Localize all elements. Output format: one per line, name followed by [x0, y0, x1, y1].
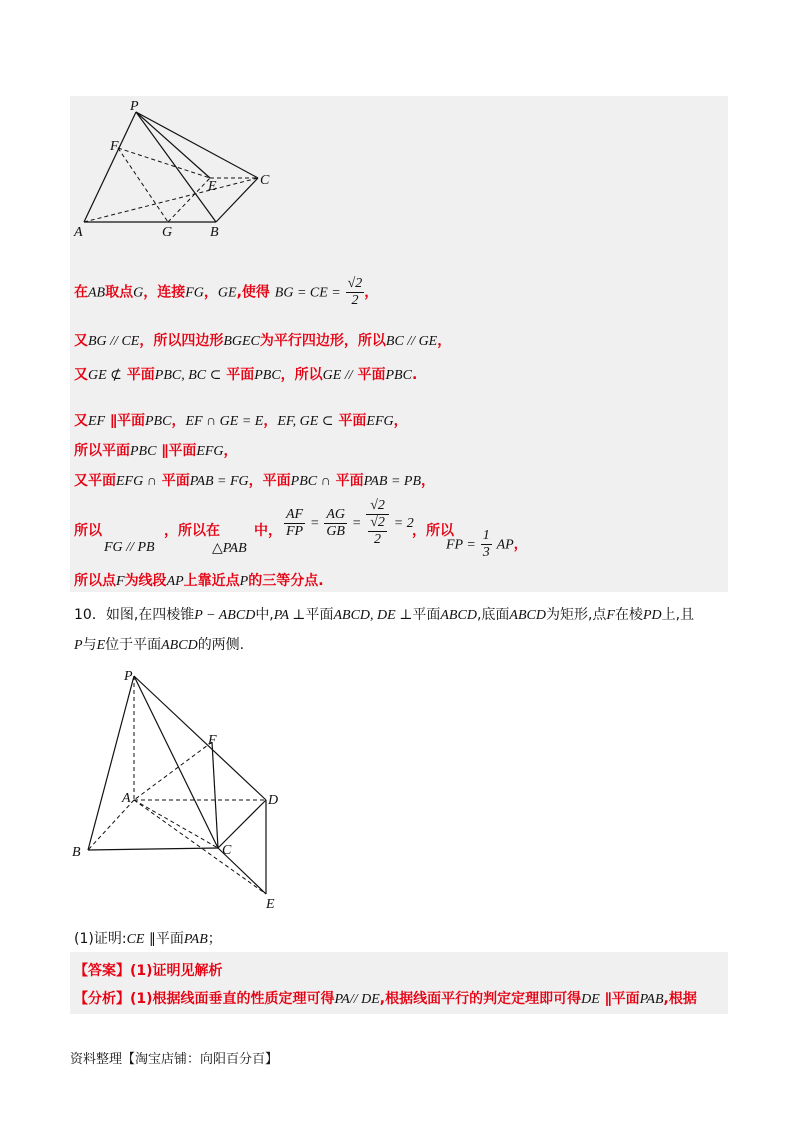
fig1-label-C: C [260, 173, 270, 188]
fig1-label-F: F [110, 139, 119, 154]
solution-line-3: 又GE ⊄ 平面PBC, BC ⊂ 平面PBC，所以GE // 平面PBC. [74, 367, 418, 383]
figure-1 [70, 96, 300, 246]
fig2-label-E: E [266, 897, 275, 912]
part-1-question: (1)证明:CE ∥平面PAB； [74, 931, 222, 947]
fig1-label-G: G [162, 225, 173, 240]
fig2-label-D: D [268, 793, 279, 808]
page-footer: 资料整理【淘宝店铺：向阳百分百】 [70, 1052, 279, 1067]
fig2-label-C: C [222, 843, 232, 858]
figure-2 [70, 664, 300, 914]
solution-line-7: 所以 FG // PB ，所以在 △PAB 中， $\frac{AF}{FP}$ = $\frac{AG}{GB}$ = $\frac{√2}{\frac{√2}{2}}$ = 2 ，所以 FP = $\frac{1}{3}$ AP， [74, 498, 528, 560]
solution-line-5: 所以平面PBC ∥平面EFG， [74, 443, 238, 459]
solution-line-2: 又BG // CE，所以四边形BGEC为平行四边形，所以BC // GE， [74, 333, 452, 349]
solution-line-1: 在AB取点G，连接FG，GE,使得 BG = CE = $\frac{√2}{2}$ ， [74, 276, 379, 308]
answer-line: 【答案】(1)证明见解析 [74, 963, 223, 979]
fig2-label-P: P [124, 669, 133, 684]
fig1-label-B: B [210, 225, 219, 240]
ratio-expression: $\frac{AF}{FP}$ = $\frac{AG}{GB}$ = $\frac{√2}{\frac{√2}{2}}$ = 2 [286, 498, 414, 547]
fig2-label-F: F [208, 733, 217, 748]
solution-line-4: 又EF ∥平面PBC，EF ∩ GE = E，EF, GE ⊂ 平面EFG， [74, 413, 408, 429]
fp-expression: FP = $\frac{1}{3}$ AP， [446, 528, 528, 560]
problem-10-line-2: P与E位于平面ABCD的两侧. [74, 637, 245, 653]
problem-10-line-1: 10．如图,在四棱锥P − ABCD中,PA ⊥平面ABCD, DE ⊥平面ABCD,底面ABCD为矩形,点F在棱PD上,且 [74, 607, 695, 623]
solution-line-8: 所以点F为线段AP上靠近点P的三等分点. [74, 573, 324, 589]
fig1-label-E: E [208, 179, 217, 194]
fig2-label-A: A [122, 791, 131, 806]
fig1-label-A: A [74, 225, 83, 240]
analysis-line: 【分析】(1)根据线面垂直的性质定理可得PA// DE,根据线面平行的判定定理即可得DE ∥平面PAB,根据 [74, 991, 697, 1007]
fig1-label-P: P [130, 99, 139, 114]
solution-line-6: 又平面EFG ∩ 平面PAB = FG，平面PBC ∩ 平面PAB = PB， [74, 473, 436, 489]
fraction-sqrt2-over-2: $\frac{√2}{2}$ [347, 276, 363, 308]
fig2-label-B: B [72, 845, 81, 860]
